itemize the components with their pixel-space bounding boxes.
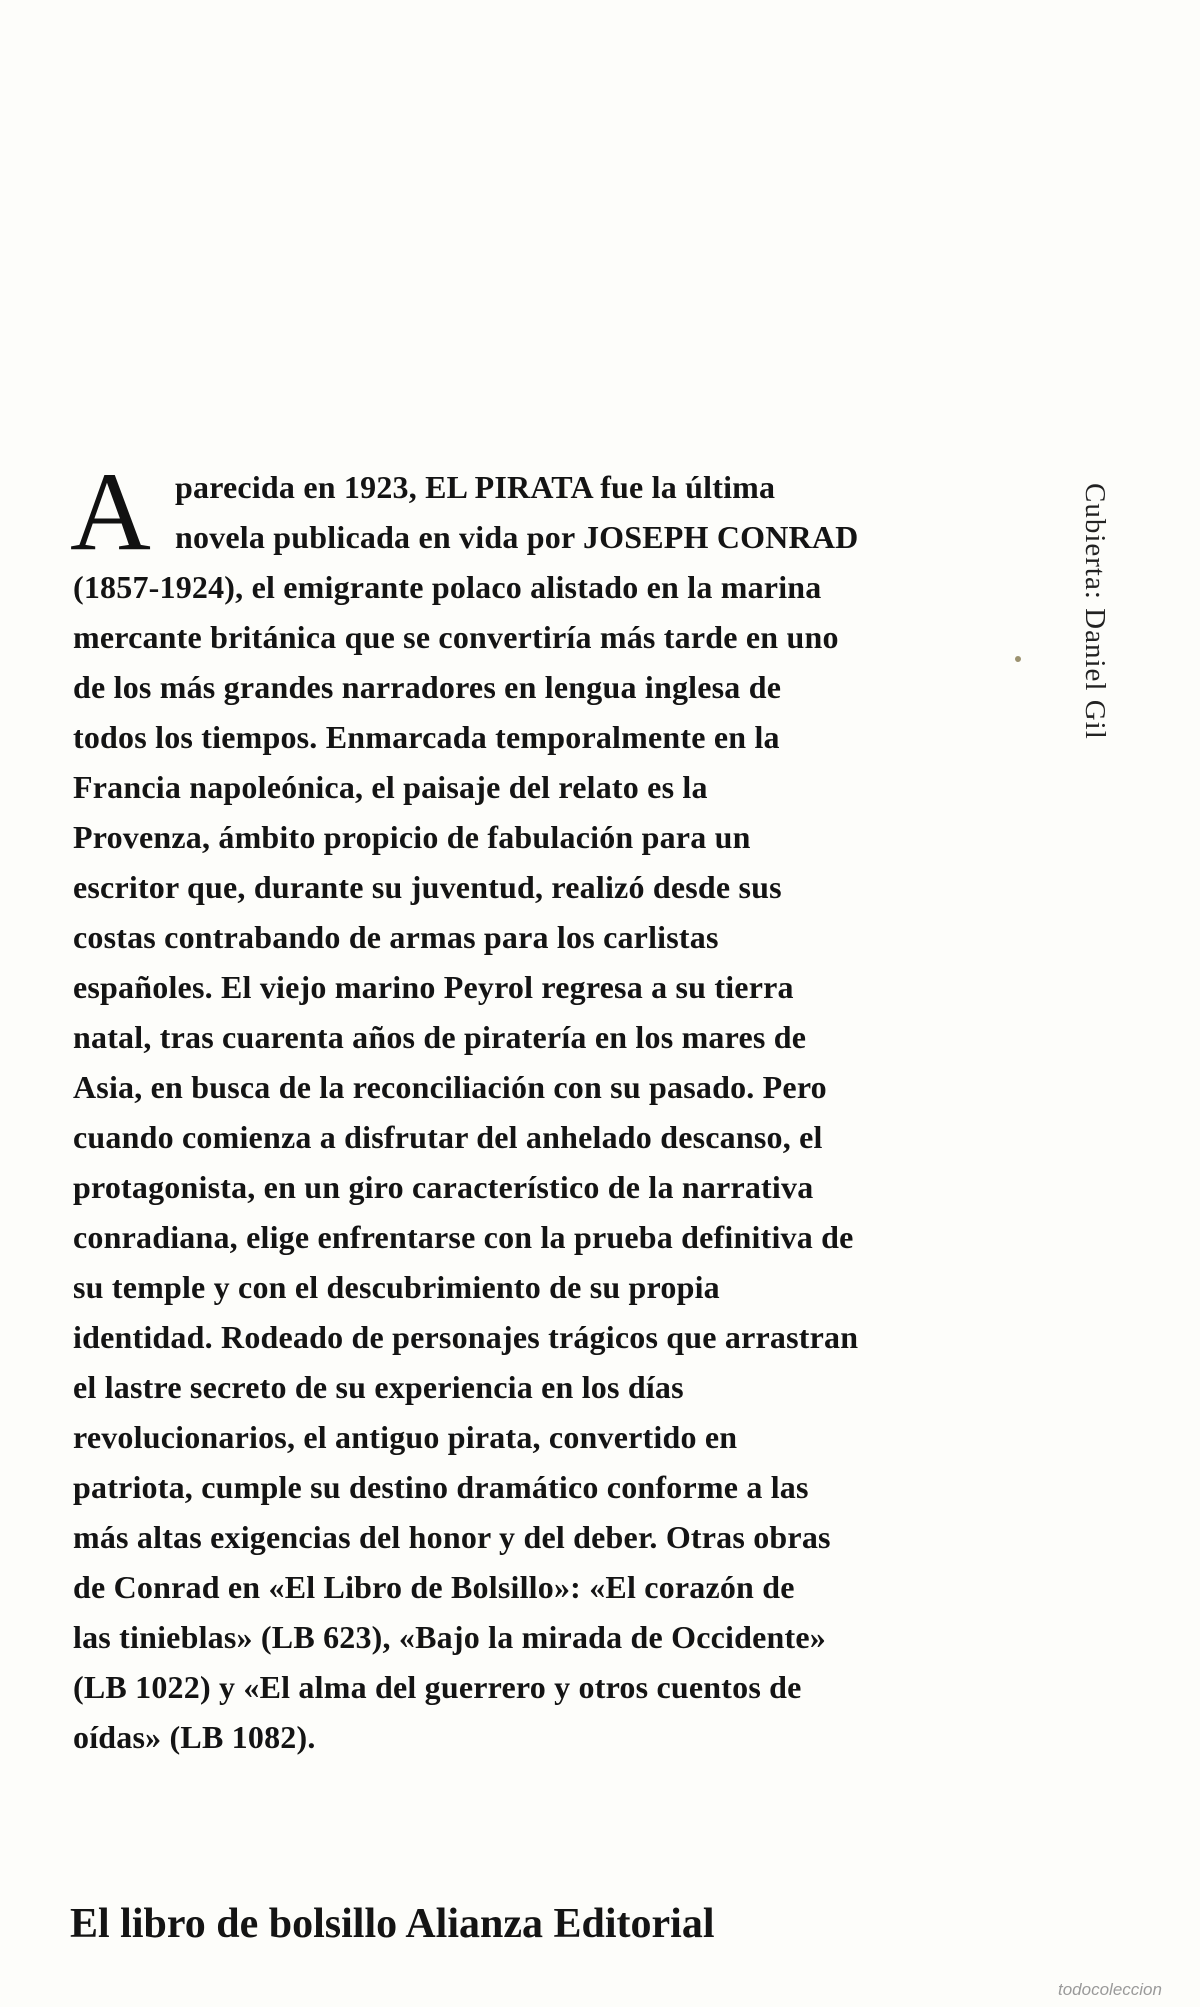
blurb-line: costas contrabando de armas para los carlistas <box>73 919 719 955</box>
blurb-line: las tinieblas» (LB 623), «Bajo la mirada de Occidente» <box>73 1619 827 1655</box>
blurb-line: mercante británica que se convertiría más tarde en uno <box>73 619 839 655</box>
ink-speck <box>1015 656 1021 662</box>
blurb-line: todos los tiempos. Enmarcada temporalmente en la <box>73 719 780 755</box>
blurb-line: parecida en 1923, EL PIRATA fue la última <box>175 469 776 505</box>
blurb-line: natal, tras cuarenta años de piratería en los mares de <box>73 1019 807 1055</box>
blurb-line: patriota, cumple su destino dramático conforme a las <box>73 1469 809 1505</box>
blurb-line: escritor que, durante su juventud, realizó desde sus <box>73 869 782 905</box>
blurb-line: cuando comienza a disfrutar del anhelado descanso, el <box>73 1119 823 1155</box>
blurb-line: más altas exigencias del honor y del deber. Otras obras <box>73 1519 831 1555</box>
blurb-line: Francia napoleónica, el paisaje del relato es la <box>73 769 708 805</box>
blurb-line: identidad. Rodeado de personajes trágicos que arrastran <box>73 1319 859 1355</box>
blurb-line: Provenza, ámbito propicio de fabulación para un <box>73 819 751 855</box>
watermark: todocoleccion <box>1058 1980 1162 1999</box>
drop-cap: A <box>70 450 151 574</box>
blurb-line: oídas» (LB 1082). <box>73 1719 316 1755</box>
blurb-line: protagonista, en un giro característico de la narrativa <box>73 1169 814 1205</box>
blurb-line: españoles. El viejo marino Peyrol regresa a su tierra <box>73 969 794 1005</box>
publisher-line: El libro de bolsillo Alianza Editorial <box>70 1901 715 1947</box>
blurb-line: su temple y con el descubrimiento de su propia <box>73 1269 720 1305</box>
blurb-line: novela publicada en vida por JOSEPH CONRAD <box>175 519 859 555</box>
blurb-line: (LB 1022) y «El alma del guerrero y otros cuentos de <box>73 1669 802 1705</box>
blurb-line: de Conrad en «El Libro de Bolsillo»: «El corazón de <box>73 1569 795 1605</box>
blurb-text <box>70 450 973 1762</box>
blurb-line: Asia, en busca de la reconciliación con su pasado. Pero <box>73 1069 827 1105</box>
blurb-line: el lastre secreto de su experiencia en los días <box>73 1369 684 1405</box>
cover-credit: Cubierta: Daniel Gil <box>1079 483 1111 740</box>
blurb-line: conradiana, elige enfrentarse con la prueba definitiva de <box>73 1219 854 1255</box>
blurb-line: (1857-1924), el emigrante polaco alistado en la marina <box>73 569 822 605</box>
blurb-line: de los más grandes narradores en lengua inglesa de <box>73 669 782 705</box>
blurb-line: revolucionarios, el antiguo pirata, convertido en <box>73 1419 738 1455</box>
